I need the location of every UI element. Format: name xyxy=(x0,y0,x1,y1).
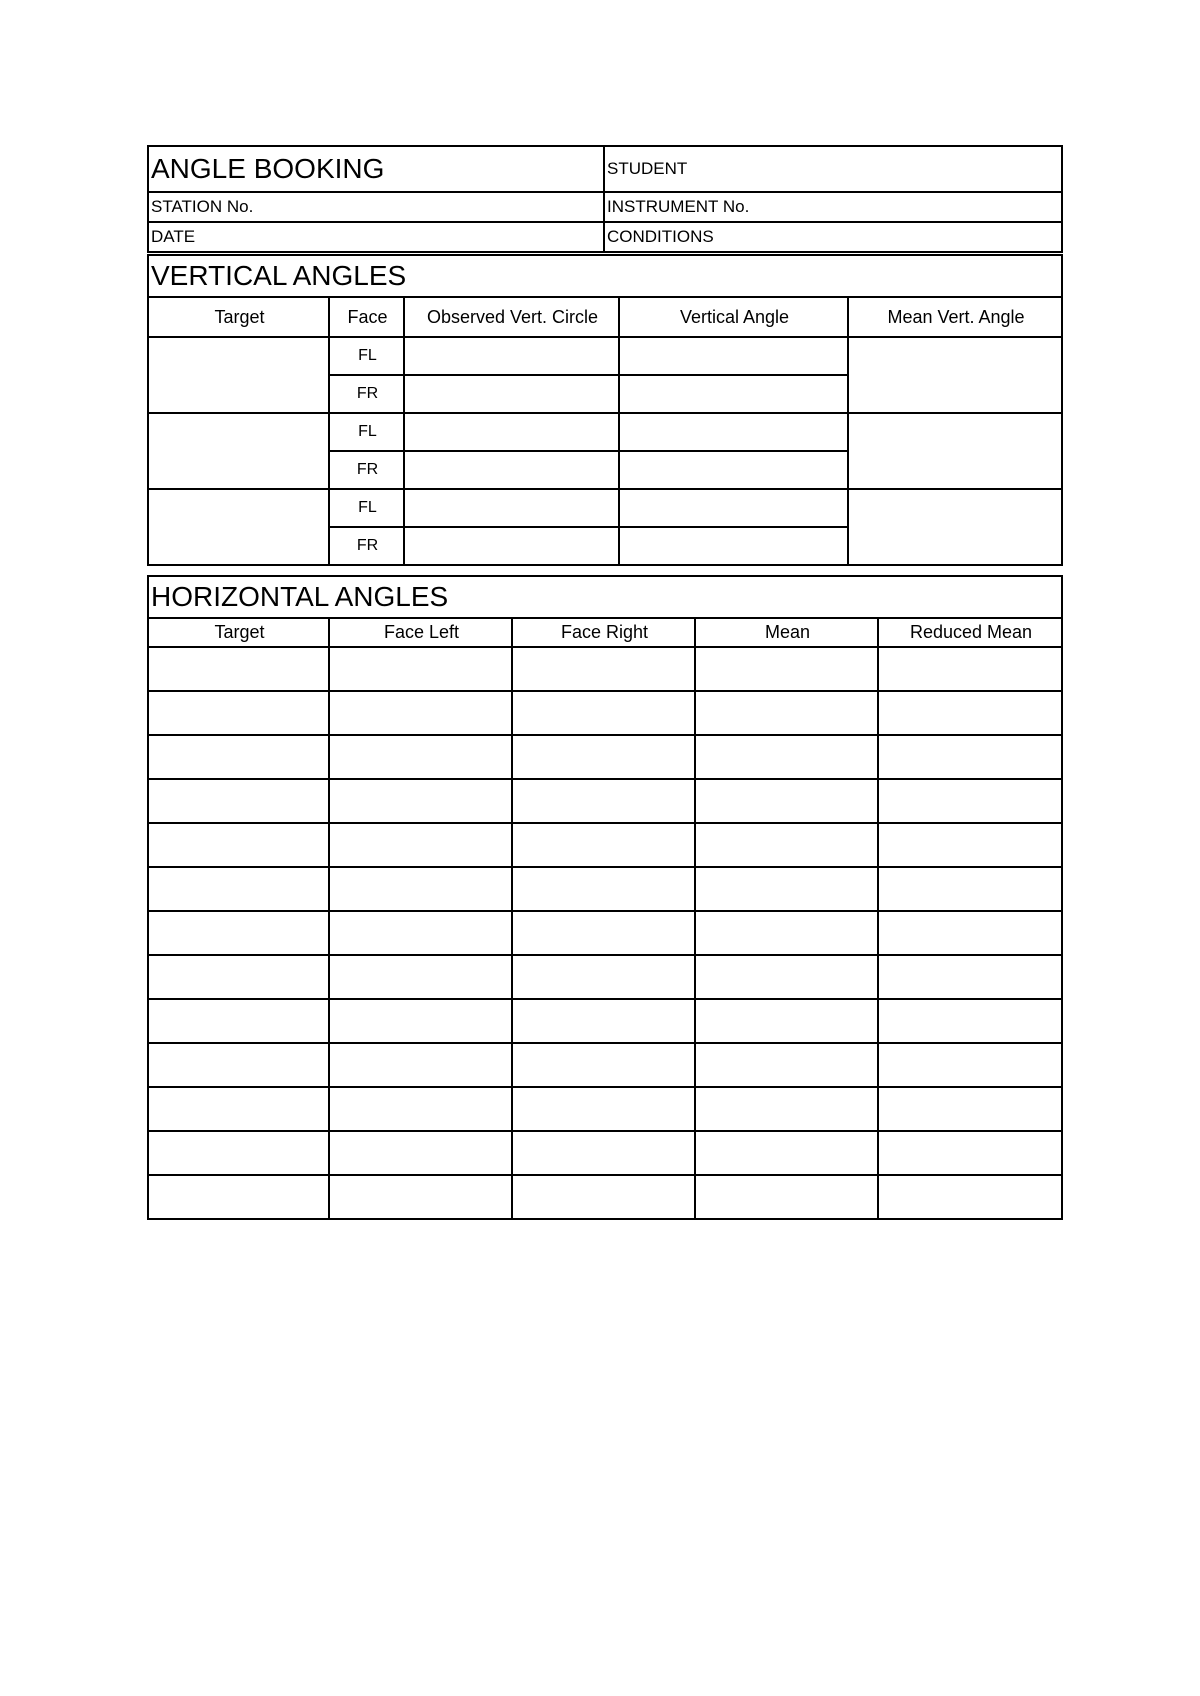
target-cell[interactable] xyxy=(148,691,329,735)
observed-cell[interactable] xyxy=(404,375,619,413)
col-face-left: Face Left xyxy=(329,618,512,647)
face-right-cell[interactable] xyxy=(512,647,695,691)
reduced-mean-cell[interactable] xyxy=(878,779,1062,823)
target-cell[interactable] xyxy=(148,1175,329,1219)
mean-cell[interactable] xyxy=(695,911,878,955)
mean-cell[interactable] xyxy=(695,867,878,911)
vertical-angle-cell[interactable] xyxy=(619,337,848,375)
table-row xyxy=(148,1087,1062,1131)
observed-cell[interactable] xyxy=(404,337,619,375)
face-left-cell[interactable] xyxy=(329,735,512,779)
vertical-angle-cell[interactable] xyxy=(619,451,848,489)
mean-cell[interactable] xyxy=(695,691,878,735)
instrument-field[interactable]: INSTRUMENT No. xyxy=(604,192,1062,222)
target-cell[interactable] xyxy=(148,1043,329,1087)
target-cell[interactable] xyxy=(148,413,329,489)
face-left-cell[interactable] xyxy=(329,1087,512,1131)
table-row xyxy=(148,823,1062,867)
table-row xyxy=(148,867,1062,911)
observed-cell[interactable] xyxy=(404,527,619,565)
observed-cell[interactable] xyxy=(404,489,619,527)
target-cell[interactable] xyxy=(148,1131,329,1175)
target-cell[interactable] xyxy=(148,955,329,999)
face-left-cell[interactable] xyxy=(329,999,512,1043)
face-left-cell[interactable] xyxy=(329,955,512,999)
face-cell: FL xyxy=(329,413,404,451)
col-target: Target xyxy=(148,618,329,647)
table-row xyxy=(148,955,1062,999)
mean-cell[interactable] xyxy=(695,647,878,691)
mean-cell[interactable] xyxy=(695,955,878,999)
target-cell[interactable] xyxy=(148,489,329,565)
mean-cell[interactable] xyxy=(695,999,878,1043)
table-row xyxy=(148,413,1062,451)
face-cell: FR xyxy=(329,375,404,413)
target-cell[interactable] xyxy=(148,867,329,911)
face-right-cell[interactable] xyxy=(512,691,695,735)
target-cell[interactable] xyxy=(148,911,329,955)
table-row xyxy=(148,337,1062,375)
table-row xyxy=(148,1131,1062,1175)
face-left-cell[interactable] xyxy=(329,911,512,955)
target-cell[interactable] xyxy=(148,823,329,867)
face-left-cell[interactable] xyxy=(329,867,512,911)
reduced-mean-cell[interactable] xyxy=(878,999,1062,1043)
table-row xyxy=(148,489,1062,527)
reduced-mean-cell[interactable] xyxy=(878,1175,1062,1219)
table-row xyxy=(148,779,1062,823)
face-right-cell[interactable] xyxy=(512,999,695,1043)
target-cell[interactable] xyxy=(148,999,329,1043)
face-right-cell[interactable] xyxy=(512,1043,695,1087)
target-cell[interactable] xyxy=(148,779,329,823)
horizontal-angles-title: HORIZONTAL ANGLES xyxy=(148,576,1062,618)
table-row xyxy=(148,1175,1062,1219)
vertical-angle-cell[interactable] xyxy=(619,375,848,413)
vertical-angle-cell[interactable] xyxy=(619,489,848,527)
mean-cell[interactable] xyxy=(848,337,1062,413)
target-cell[interactable] xyxy=(148,647,329,691)
header-table xyxy=(147,145,1063,253)
reduced-mean-cell[interactable] xyxy=(878,867,1062,911)
face-right-cell[interactable] xyxy=(512,735,695,779)
face-left-cell[interactable] xyxy=(329,1175,512,1219)
face-left-cell[interactable] xyxy=(329,1043,512,1087)
face-left-cell[interactable] xyxy=(329,823,512,867)
reduced-mean-cell[interactable] xyxy=(878,955,1062,999)
horizontal-rows xyxy=(148,647,1062,1219)
face-right-cell[interactable] xyxy=(512,955,695,999)
reduced-mean-cell[interactable] xyxy=(878,691,1062,735)
vertical-angle-cell[interactable] xyxy=(619,413,848,451)
face-cell: FR xyxy=(329,527,404,565)
face-left-cell[interactable] xyxy=(329,691,512,735)
reduced-mean-cell[interactable] xyxy=(878,735,1062,779)
face-right-cell[interactable] xyxy=(512,867,695,911)
mean-cell[interactable] xyxy=(695,1175,878,1219)
col-mean: Mean xyxy=(695,618,878,647)
table-row xyxy=(148,1043,1062,1087)
face-right-cell[interactable] xyxy=(512,911,695,955)
face-left-cell[interactable] xyxy=(329,779,512,823)
reduced-mean-cell[interactable] xyxy=(878,911,1062,955)
mean-cell[interactable] xyxy=(695,735,878,779)
vertical-angles-table xyxy=(147,254,1063,566)
reduced-mean-cell[interactable] xyxy=(878,647,1062,691)
mean-cell[interactable] xyxy=(695,1043,878,1087)
date-field[interactable]: DATE xyxy=(148,222,604,252)
col-observed-vert-circle: Observed Vert. Circle xyxy=(404,297,619,337)
conditions-field[interactable]: CONDITIONS xyxy=(604,222,1062,252)
reduced-mean-cell[interactable] xyxy=(878,823,1062,867)
target-cell[interactable] xyxy=(148,337,329,413)
face-left-cell[interactable] xyxy=(329,647,512,691)
mean-cell[interactable] xyxy=(848,413,1062,489)
reduced-mean-cell[interactable] xyxy=(878,1043,1062,1087)
target-cell[interactable] xyxy=(148,1087,329,1131)
student-field[interactable]: STUDENT xyxy=(604,146,1062,192)
horizontal-angles-table xyxy=(147,575,1063,1220)
face-right-cell[interactable] xyxy=(512,1131,695,1175)
col-face-right: Face Right xyxy=(512,618,695,647)
face-right-cell[interactable] xyxy=(512,779,695,823)
table-row xyxy=(148,691,1062,735)
col-mean-vert-angle: Mean Vert. Angle xyxy=(848,297,1062,337)
station-field[interactable]: STATION No. xyxy=(148,192,604,222)
vertical-angle-cell[interactable] xyxy=(619,527,848,565)
table-row xyxy=(148,735,1062,779)
table-row xyxy=(148,647,1062,691)
col-vertical-angle: Vertical Angle xyxy=(619,297,848,337)
face-cell: FR xyxy=(329,451,404,489)
col-target: Target xyxy=(148,297,329,337)
target-cell[interactable] xyxy=(148,735,329,779)
mean-cell[interactable] xyxy=(695,1131,878,1175)
face-cell: FL xyxy=(329,489,404,527)
col-reduced-mean: Reduced Mean xyxy=(878,618,1062,647)
face-right-cell[interactable] xyxy=(512,823,695,867)
reduced-mean-cell[interactable] xyxy=(878,1131,1062,1175)
face-cell: FL xyxy=(329,337,404,375)
mean-cell[interactable] xyxy=(695,823,878,867)
observed-cell[interactable] xyxy=(404,413,619,451)
mean-cell[interactable] xyxy=(695,1087,878,1131)
face-left-cell[interactable] xyxy=(329,1131,512,1175)
table-row xyxy=(148,911,1062,955)
reduced-mean-cell[interactable] xyxy=(878,1087,1062,1131)
face-right-cell[interactable] xyxy=(512,1175,695,1219)
table-row xyxy=(148,999,1062,1043)
mean-cell[interactable] xyxy=(695,779,878,823)
form-title: ANGLE BOOKING xyxy=(148,146,604,192)
face-right-cell[interactable] xyxy=(512,1087,695,1131)
vertical-angles-title: VERTICAL ANGLES xyxy=(148,255,1062,297)
observed-cell[interactable] xyxy=(404,451,619,489)
col-face: Face xyxy=(329,297,404,337)
mean-cell[interactable] xyxy=(848,489,1062,565)
